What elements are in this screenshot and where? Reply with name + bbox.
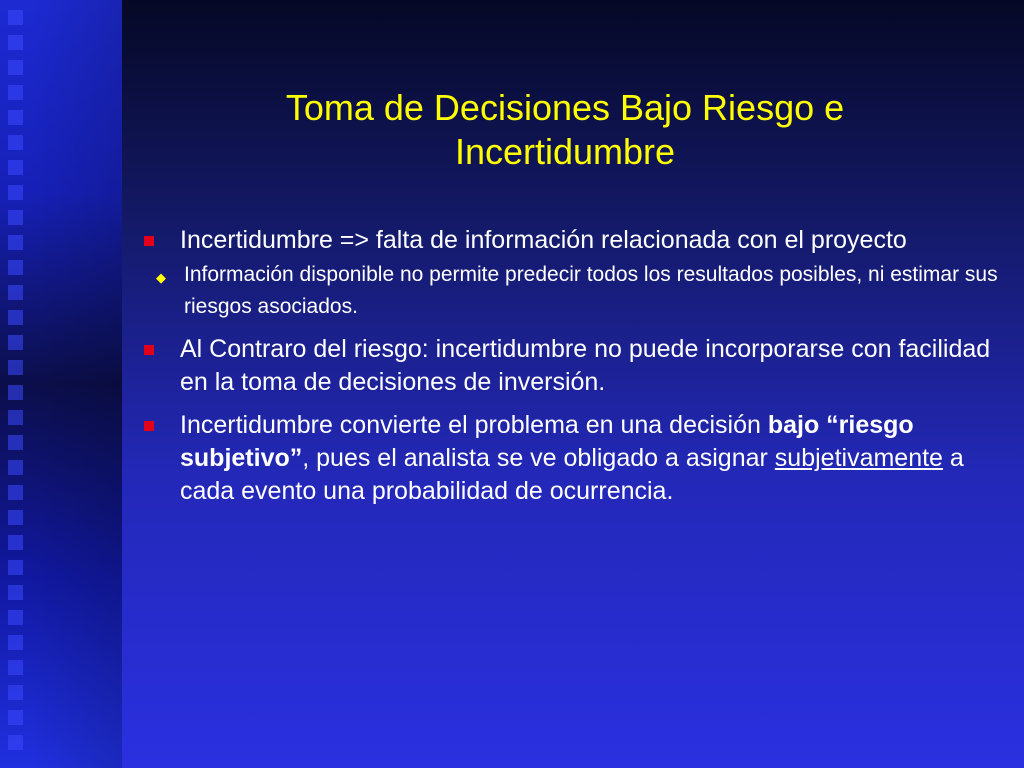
yellow-diamond-bullet-icon: ◆ (156, 270, 166, 285)
bullet-text-3-underlined: subjetivamente (774, 444, 943, 472)
square-pattern (8, 10, 26, 760)
bullet-text-1: Incertidumbre => falta de información relacionada con el proyecto (180, 226, 907, 254)
red-square-bullet-icon (144, 421, 154, 431)
bullet-text-3-part-2: , pues el analista se ve obligado a asignar (302, 444, 775, 472)
bullet-text-3-part-1: Incertidumbre convierte el problema en una decisión (180, 411, 768, 439)
bullet-text-2: Al Contraro del riesgo: incertidumbre no puede incorporarse con facilidad en la toma de decisiones de inversión. (180, 335, 991, 396)
decorative-side-strip (0, 0, 122, 768)
sub-bullet-item-1 (140, 259, 1000, 323)
sub-bullet-text-1: Información disponible no permite predecir todos los resultados posibles, ni estimar sus riesgos asociados. (184, 263, 998, 318)
bullet-item-3 (140, 409, 1000, 508)
bullet-text-3-bold: bajo “riesgo subjetivo” (180, 411, 914, 472)
slide-content (140, 224, 1000, 518)
red-square-bullet-icon (144, 345, 154, 355)
slide-title: Toma de Decisiones Bajo Riesgo e Incertidumbre (285, 87, 845, 172)
bullet-item-1 (140, 224, 1000, 323)
red-square-bullet-icon (144, 236, 154, 246)
side-strip-band (30, 0, 122, 768)
bullet-item-2 (140, 333, 1000, 399)
bullet-text-3-part-3: a cada evento una probabilidad de ocurrencia. (180, 444, 964, 505)
